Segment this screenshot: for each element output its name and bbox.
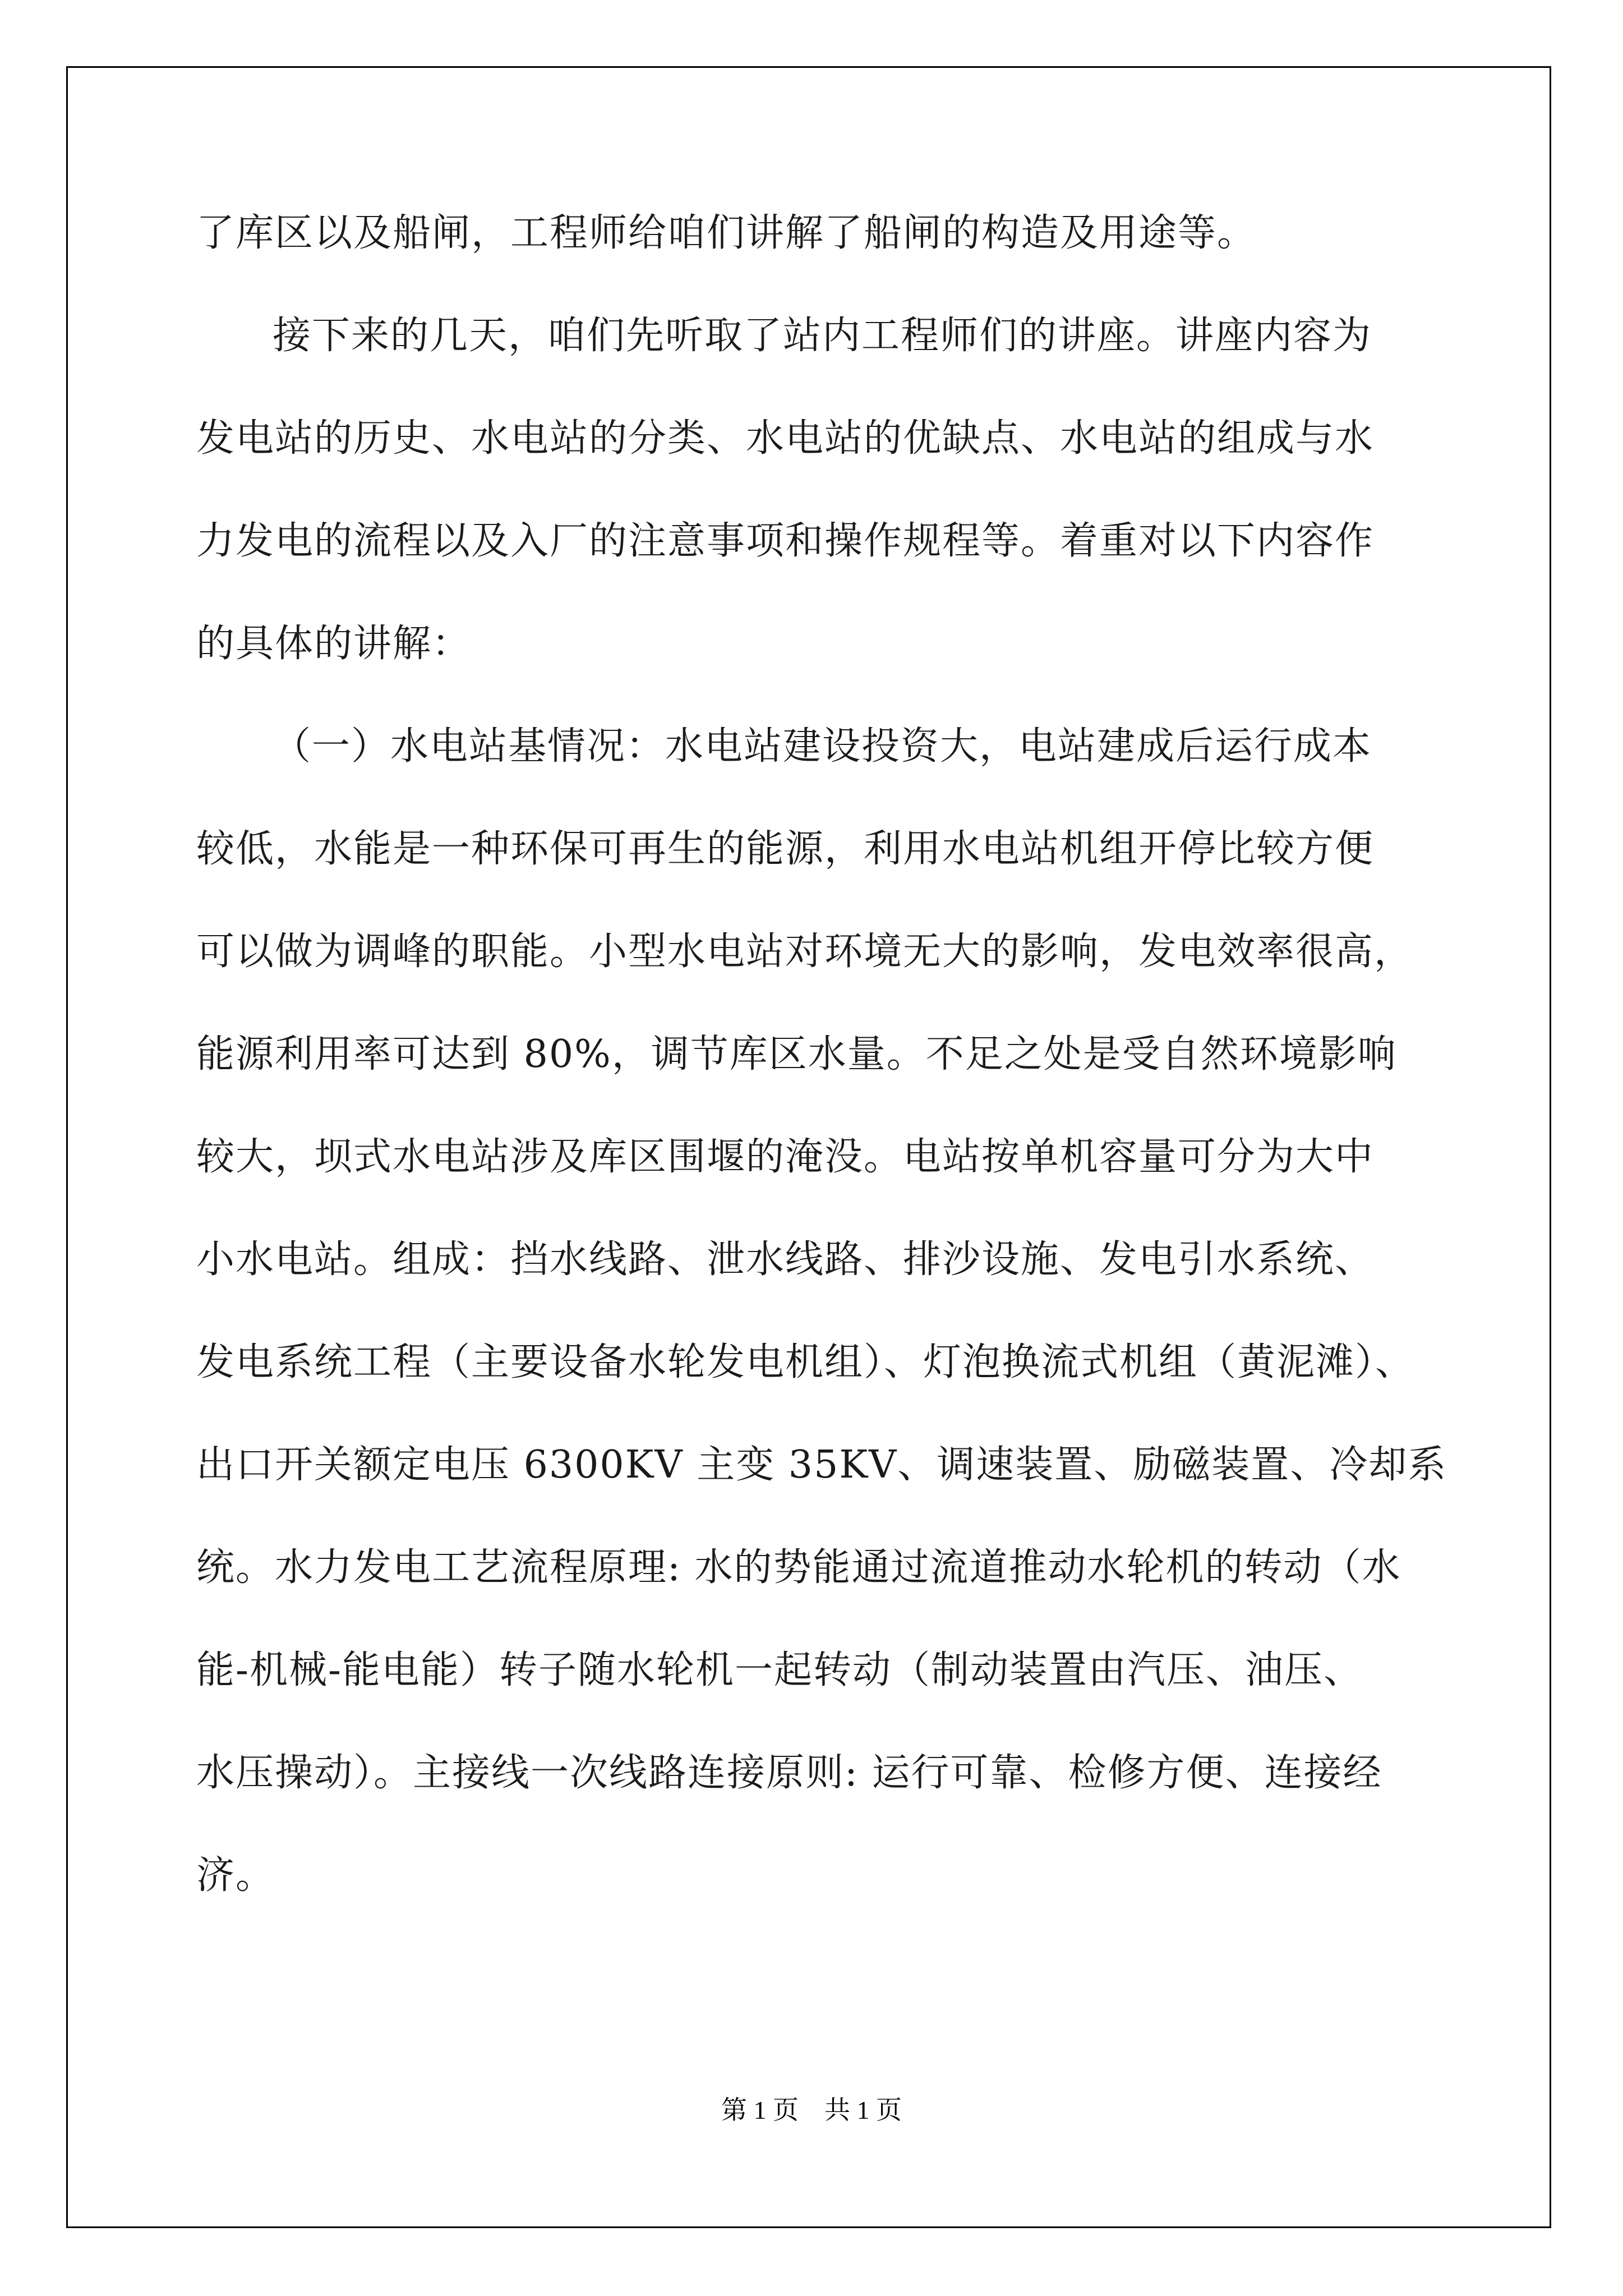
text-line: 济。 <box>196 1853 275 1898</box>
text-line: 出口开关额定电压 6300KV 主变 35KV、调速装置、励磁装置、冷却系 <box>196 1443 1447 1487</box>
text-line: 统。水力发电工艺流程原理: 水的势能通过流道推动水轮机的转动（水 <box>196 1545 1401 1590</box>
text-line: 较低，水能是一种环保可再生的能源，利用水电站机组开停比较方便 <box>196 827 1375 871</box>
text-line: 较大，坝式水电站涉及库区围堰的淹没。电站按单机容量可分为大中 <box>196 1135 1375 1179</box>
text-line: 发电系统工程（主要设备水轮发电机组）、灯泡换流式机组（黄泥滩）、 <box>196 1340 1415 1384</box>
text-line: 能源利用率可达到 80%，调节库区水量。不足之处是受自然环境影响 <box>196 1032 1397 1076</box>
page-number: 第 1 页 共 1 页 <box>721 2096 902 2124</box>
text-line: 了库区以及船闸，工程师给咱们讲解了船闸的构造及用途等。 <box>196 211 1257 255</box>
text-line: 可以做为调峰的职能。小型水电站对环境无大的影响，发电效率很高， <box>196 930 1414 974</box>
text-line: （一）水电站基情况：水电站建设投资大，电站建成后运行成本 <box>273 724 1372 769</box>
text-line: 力发电的流程以及入厂的注意事项和操作规程等。着重对以下内容作 <box>196 519 1375 563</box>
text-line: 小水电站。组成：挡水线路、泄水线路、排沙设施、发电引水系统、 <box>196 1237 1375 1282</box>
text-line: 发电站的历史、水电站的分类、水电站的优缺点、水电站的组成与水 <box>196 416 1375 461</box>
text-line: 水压操动）。主接线一次线路连接原则: 运行可靠、检修方便、连接经 <box>196 1751 1382 1795</box>
text-line: 接下来的几天，咱们先听取了站内工程师们的讲座。讲座内容为 <box>273 314 1372 358</box>
text-line: 的具体的讲解： <box>196 622 472 666</box>
text-line: 能-机械-能电能）转子随水轮机一起转动（制动装置由汽压、油压、 <box>196 1648 1363 1692</box>
